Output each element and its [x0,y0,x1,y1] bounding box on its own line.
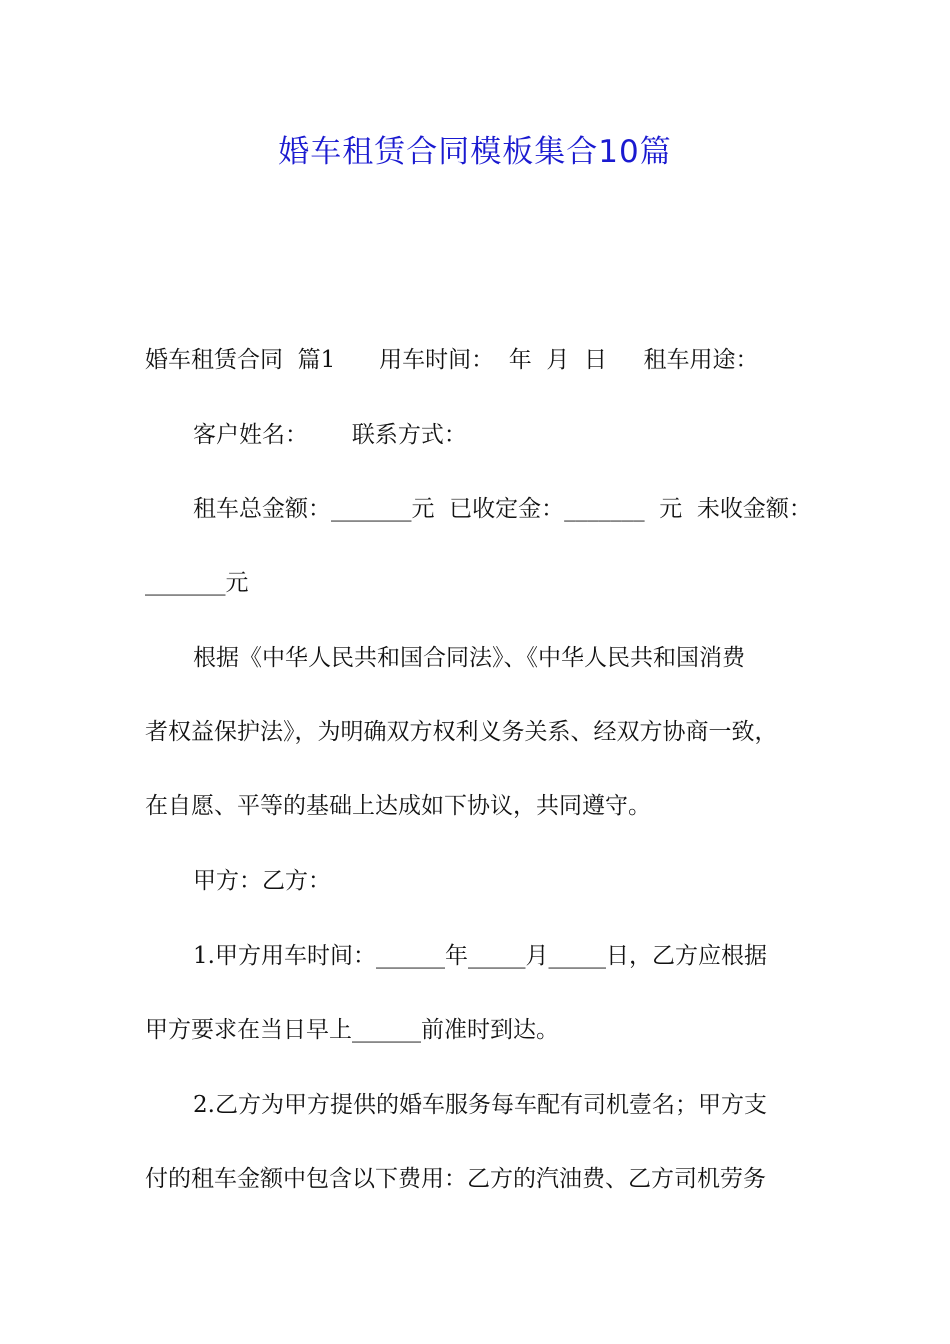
paragraph-line: 者权益保护法》，为明确双方权利义务关系、经双方协商一致， [145,719,778,745]
paragraph-line: 在自愿、平等的基础上达成如下协议，共同遵守。 [145,793,651,819]
amount-line-continued: _______元 [145,570,249,596]
parties-line: 甲方：乙方： [193,868,331,894]
amount-line: 租车总金额：_______元 已收定金：_______ 元 未收金额： [193,496,812,522]
clause-1-line: 1.甲方用车时间：______年_____月_____日，乙方应根据 [193,943,767,969]
clause-1-line-continued: 甲方要求在当日早上______前准时到达。 [145,1017,559,1043]
customer-info-line: 客户姓名： 联系方式： [193,422,467,448]
clause-2-line-continued: 付的租车金额中包含以下费用：乙方的汽油费、乙方司机劳务 [145,1166,766,1192]
paragraph-line: 根据《中华人民共和国合同法》、《中华人民共和国消费 [193,645,745,671]
contract-header-line: 婚车租赁合同 篇1 用车时间： 年 月 日 租车用途： [145,347,759,373]
document-title: 婚车租赁合同模板集合10篇 [278,134,672,170]
clause-2-line: 2.乙方为甲方提供的婚车服务每车配有司机壹名；甲方支 [193,1092,767,1118]
